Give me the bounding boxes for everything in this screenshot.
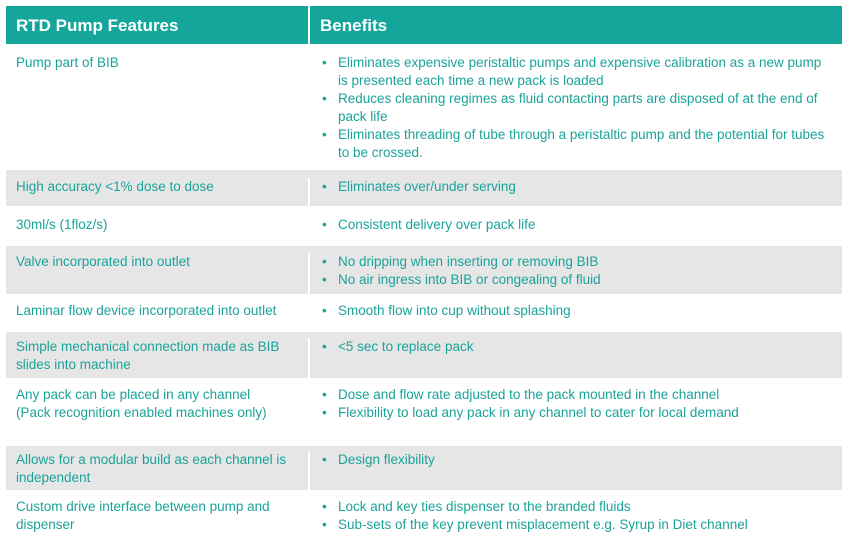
benefit-item: • No air ingress into BIB or congealing of fluid: [320, 271, 832, 289]
benefit-item: • Sub-sets of the key prevent misplacement e.g. Syrup in Diet channel: [320, 516, 832, 534]
table-row: [6, 296, 842, 332]
benefit-item: • Dose and flow rate adjusted to the pack mounted in the channel: [320, 386, 832, 404]
feature-text: Any pack can be placed in any channel: [16, 387, 251, 402]
feature-text: Laminar flow device incorporated into outlet: [16, 303, 277, 318]
feature-cell: [6, 54, 310, 168]
benefits-cell: [310, 216, 842, 244]
feature-note: (Pack recognition enabled machines only): [16, 405, 267, 420]
feature-cell: [6, 498, 310, 534]
benefits-list: [320, 338, 832, 356]
benefit-item: • Eliminates threading of tube through a peristaltic pump and the potential for tubes to be crossed.: [320, 126, 832, 162]
benefits-cell: [310, 253, 842, 294]
feature-text: Valve incorporated into outlet: [16, 254, 190, 269]
benefit-item: • Flexibility to load any pack in any channel to cater for local demand: [320, 404, 832, 422]
feature-cell: [6, 338, 310, 378]
benefit-item: • Consistent delivery over pack life: [320, 216, 832, 234]
header-benefits: Benefits: [320, 16, 388, 35]
benefit-item: • Reduces cleaning regimes as fluid contacting parts are disposed of at the end of pack life: [320, 90, 832, 126]
benefit-item: • No dripping when inserting or removing BIB: [320, 253, 832, 271]
feature-text: Simple mechanical connection made as BIB slides into machine: [16, 339, 280, 372]
benefits-cell: [310, 451, 842, 490]
benefits-list: [320, 498, 832, 534]
feature-text: Allows for a modular build as each channel is independent: [16, 452, 287, 485]
header-features: RTD Pump Features: [6, 6, 310, 44]
feature-text: 30ml/s (1floz/s): [16, 217, 108, 232]
benefit-item: • Lock and key ties dispenser to the branded fluids: [320, 498, 832, 516]
benefits-cell: [310, 386, 842, 444]
feature-text: Custom drive interface between pump and dispenser: [16, 499, 270, 532]
benefits-list: [320, 302, 832, 320]
table-row: [6, 380, 842, 446]
table-row: [6, 446, 842, 492]
table-header: [6, 6, 842, 46]
benefit-item: • <5 sec to replace pack: [320, 338, 832, 356]
benefits-cell: [310, 302, 842, 330]
benefits-cell: [310, 178, 842, 206]
benefit-item: • Eliminates expensive peristaltic pumps and expensive calibration as a new pump is presented each time a new pack is loaded: [320, 54, 832, 90]
feature-text: Pump part of BIB: [16, 55, 119, 70]
benefit-item: • Eliminates over/under serving: [320, 178, 832, 196]
feature-cell: [6, 451, 310, 490]
table-row: [6, 246, 842, 296]
benefits-list: [320, 386, 832, 422]
benefits-list: [320, 54, 832, 162]
table-row: [6, 170, 842, 208]
benefit-item: • Smooth flow into cup without splashing: [320, 302, 832, 320]
feature-cell: [6, 253, 310, 294]
benefits-cell: [310, 54, 842, 168]
table-row: [6, 46, 842, 170]
benefits-cell: [310, 338, 842, 378]
feature-cell: [6, 178, 310, 206]
benefit-item: • Design flexibility: [320, 451, 832, 469]
benefits-list: [320, 216, 832, 234]
table-row: [6, 208, 842, 246]
feature-cell: [6, 216, 310, 244]
feature-text: High accuracy <1% dose to dose: [16, 179, 214, 194]
table-row: [6, 332, 842, 380]
feature-cell: [6, 386, 310, 444]
benefits-list: [320, 178, 832, 196]
benefits-cell: [310, 498, 842, 534]
feature-cell: [6, 302, 310, 330]
table-row: [6, 492, 842, 534]
features-table: [6, 6, 842, 534]
benefits-list: [320, 451, 832, 469]
benefits-list: [320, 253, 832, 289]
